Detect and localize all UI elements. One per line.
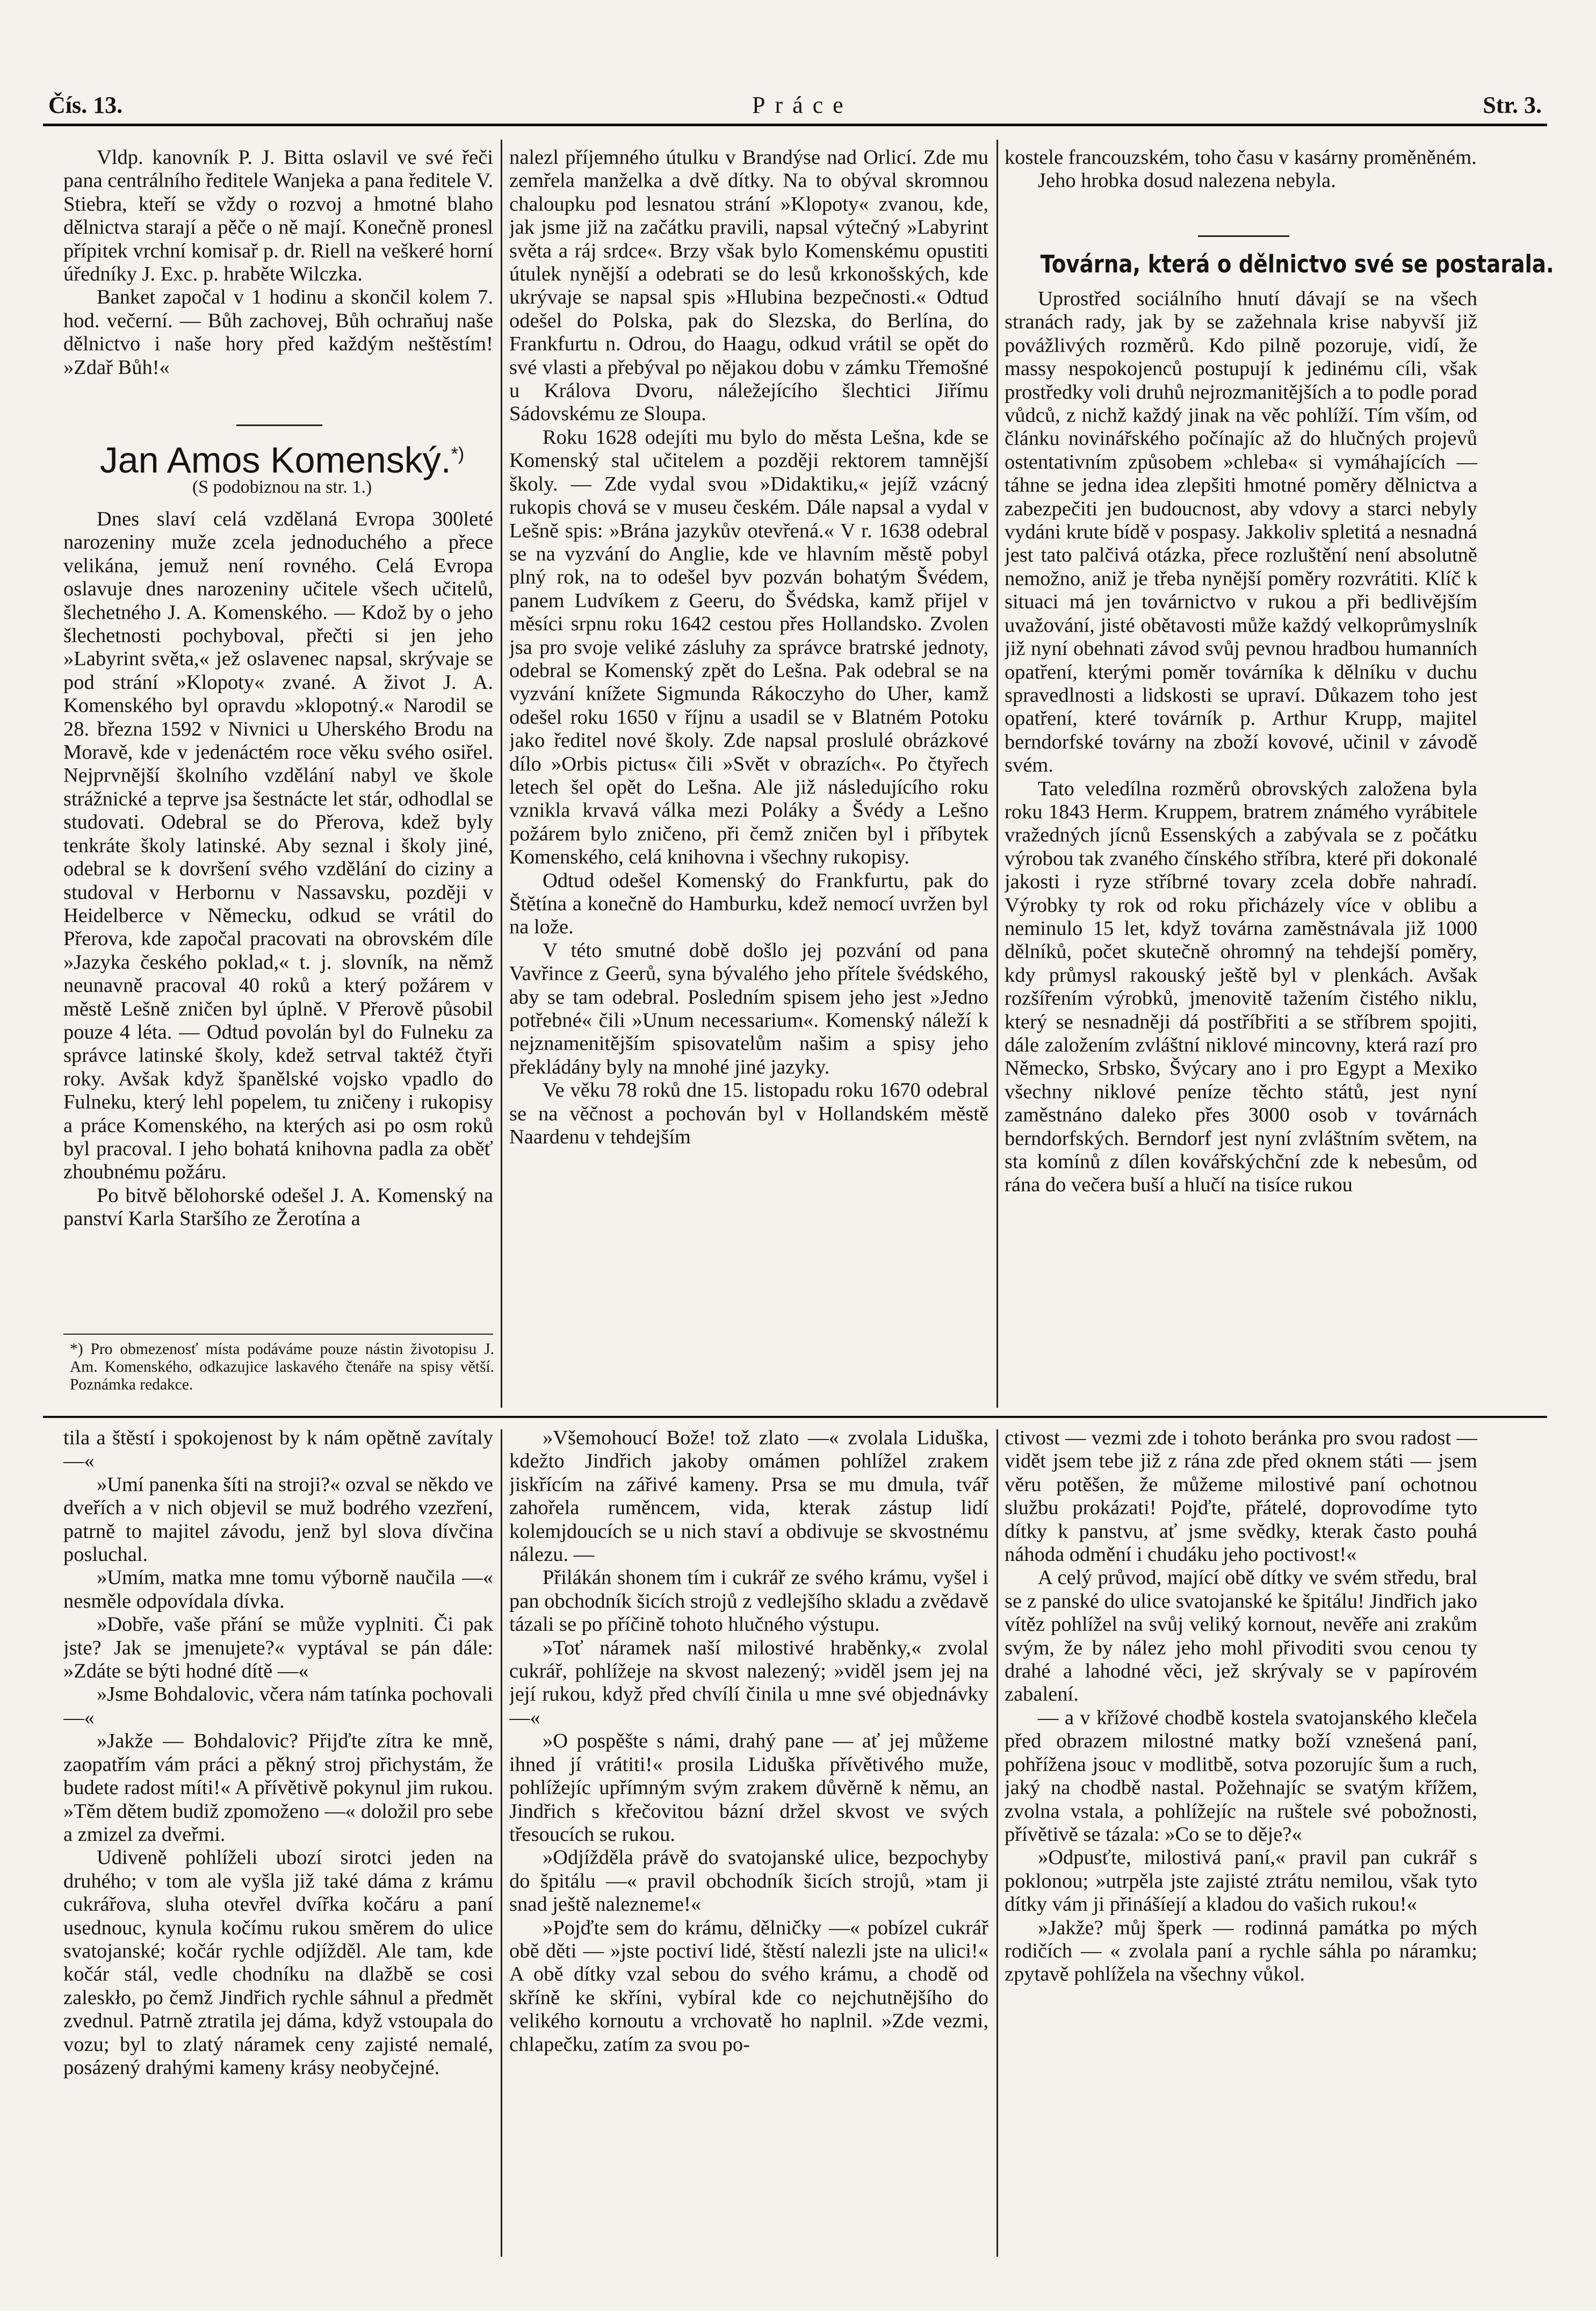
paragraph: Udiveně pohlíželi ubozí sirotci jeden na druhého; v tom ale vyšla již také dáma z krámu cukrářova, sluha otevřel dvířka kočáru a paní usednouc, kynula kočímu rukou směrem do ulice svatojanské; kočár rychle odjížděl. Ale tam, kde kočár stál, vedle chodníku na dlažbě se cosi zaleskło, po čemž Jindřich rychle sáhnul a předmět zvednul. Patrně ztratila jej dáma, když vstoupala do vozu; byl to zlatý náramek ceny zajisté nemalé, posázený drahými kameny krásy neobyčejné. (63, 1846, 493, 2079)
column-rule (501, 140, 502, 1408)
paragraph: Ve věku 78 roků dne 15. listopadu roku 1670 odebral se na věčnost a pochován byl v Hollandském městě Naardenu v tehdejším (509, 1079, 988, 1149)
paragraph: Banket započal v 1 hodinu a skončil kolem 7. hod. večerní. — Bůh zachovej, Bůh ochraňuj naše dělnictvo i naše hory před každým neštěstím! »Zdař Bůh!« (63, 286, 493, 379)
paragraph: kostele francouzském, toho času v kasárny proměněném. (1005, 146, 1477, 169)
article-title: Jan Amos Komenský.*) (99, 440, 465, 481)
paragraph: »Všemohoucí Bože! tož zlato —« zvolala Liduška, kdežto Jindřich jakoby omámen pohlížel zrakem jiskřícím na zářivé kameny. Prsa se mu dmula, tvář zahořela ruměncem, vida, kterak zástup lidí kolemjdoucích se u nich staví a obdivuje se skvostnému nálezu. — (509, 1427, 988, 1566)
column-rule (996, 140, 998, 1408)
footnote: *) Pro obmezenosť místa podáváme pouze nástin životopisu J. Am. Komenského, odkazujice laskavého čtenáře na spisy větší. Poznámka redakce. (70, 1341, 494, 1393)
footnote-divider (63, 1334, 493, 1335)
story-column-1 (63, 1427, 493, 2259)
paragraph: »Odpusťte, milostivá paní,« pravil pan cukrář s poklonou; »utrpěla jste zajisté ztrátu nemilou, však tyto dítky vám ji přinášíejí a kladou do vašich rukou!« (1005, 1846, 1477, 1916)
column-rule (996, 1429, 998, 2257)
paragraph: »Jsme Bohdalovic, včera nám tatínka pochovali —« (63, 1683, 493, 1729)
paragraph: »Dobře, vaše přání se může vyplniti. Či pak jste? Jak se jmenujete?« vyptával se pán dále: »Zdáte se býti hodné dítě —« (63, 1613, 493, 1683)
divider (1198, 235, 1289, 237)
article-subtitle: (S podobiznou na str. 1.) (192, 477, 372, 497)
story-column-3 (1005, 1427, 1477, 2259)
paragraph: Vldp. kanovník P. J. Bitta oslavil ve své řeči pana centrálního ředitele Wanjeka a pana ředitele V. Stiebra, kteří se vždy o rozvoj a hmotné blaho dělnictva starají a pěče o ně mají. Konečně pronesl přípitek vrchní komisař p. dr. Riell na veškeré horní úředníky J. Exc. p. hraběte Wilczka. (63, 146, 493, 286)
paragraph: — a v křížové chodbě kostela svatojanského klečela před obrazem milostné matky boží vznešená paní, pohřížena jsouc v modlitbě, sotva pozorujíc šum a ruch, jaký na chodbě nastal. Požehnajíc se svatým křížem, zvolna vstala, a pohlížejíc na ruštele své pobožnosti, přívětivě se tázala: »Co se to děje?« (1005, 1706, 1477, 1846)
issue-number: Čís. 13. (48, 92, 123, 118)
page-header (43, 81, 1547, 126)
paragraph: tila a štěstí i spokojenost by k nám opětně zavítaly —« (63, 1427, 493, 1473)
divider (236, 424, 322, 426)
paragraph: »Umím, matka mne tomu výborně naučila —« nesměle odpovídala dívka. (63, 1566, 493, 1612)
article-title: Továrna, která o dělnictvo své se postarala. (1040, 250, 1554, 278)
paragraph: »O pospěšte s námi, drahý pane — ať jej můžeme ihned jí vrátiti!« prosila Liduška přívětivého muže, pohlížejíc upřímným svým zrakem důvěrně k němu, an Jindřich s křečovitou bázní držel skvost ve svých třesoucích se rukou. (509, 1730, 988, 1846)
column-1-article (63, 508, 493, 1329)
paragraph: Dnes slaví celá vzdělaná Evropa 300leté narozeniny muže zcela jednoduchého a přece velikána, jemuž není rovného. Celá Evropa oslavuje dnes narozeniny učitele všech učitelů, šlechetného J. A. Komenského. — Kdož by o jeho šlechetnosti pochyboval, přečti si jen jeho »Labyrint světa,« jež oslavenec napsal, skrývaje se pod strání »Klopoty« zvané. A život J. A. Komenského byl opravdu »klopotný.« Narodil se 28. března 1592 v Nivnici u Uherského Brodu na Moravě, kde v jedenáctém roce věku svého osiřel. Nejprvnější školního vzdělání nabyl ve škole strážnické a teprve jsa šestnácte let stár, odhodlal se studovati. Odebral se do Přerova, kdež byly tenkráte školy latinské. Aby seznal i školy jiné, odebral se k dovršení svého vzdělání do ciziny a studoval v Herbornu v Nassavsku, později v Heidelberce v Německu, odkud se vrátil do Přerova, kde započal pracovati na obrovském díle »Jazyka českého poklad,« t. j. slovník, na němž neunavně pracoval 40 roků a který požárem v městě Lešně zničen byl úplně. V Přerově působil pouze 4 léta. — Odtud povolán byl do Fulneku za správce latinské školy, kdež setrval taktéž čtyři roky. Avšak když španělské vojsko vpadlo do Fulneku, který lehl popelem, tu zničeny i rukopisy a práce Komenského, na kterých asi po osm roků byl pracoval. I jeho bohatá knihovna padla za oběť zhoubnému požáru. (63, 508, 493, 1184)
paragraph: »Odjížděla právě do svatojanské ulice, bezpochyby do špitálu —« pravil obchodník šicích strojů, »tam ji snad ještě nalezneme!« (509, 1846, 988, 1916)
column-1-top (63, 146, 493, 420)
paragraph: »Toť náramek naší milostivé hraběnky,« zvolal cukrář, pohlížeje na skvost nalezený; »viděl jsem jej na její rukou, když před chvílí činila u mne své objednávky —« (509, 1636, 988, 1729)
column-2-top (509, 146, 988, 1409)
column-rule (501, 1429, 502, 2257)
paragraph: »Jakže — Bohdalovic? Přijďte zítra ke mně, zaopatřím vám práci a pěkný stroj přichystám, že budete radost míti!« A přívětivě pokynul jim rukou. »Těm dětem budiž zpomoženo —« doložil pro sebe a zmizel za dveřmi. (63, 1730, 493, 1846)
column-3-article (1005, 287, 1477, 1410)
column-3-top (1005, 146, 1477, 227)
paragraph: »Umí panenka šíti na stroji?« ozval se někdo ve dveřích a v nich objevil se muž bodrého vzezření, patrně to majitel závodu, jenž byl slova dívčina posluchal. (63, 1473, 493, 1566)
paragraph: A celý průvod, mající obě dítky ve svém středu, bral se z panské do ulice svatojanské ke špitálu! Jindřich jako vítěz pohlížel na svůj veliký kornout, nevěře ani zrakům svým, že by nález jeho mohl přivoditi svou cenou ty drahé a lahodné věci, jež skrývaly se v papírovém zabalení. (1005, 1566, 1477, 1706)
paragraph: V této smutné době došlo jej pozvání od pana Vavřince z Geerů, syna bývalého jeho přítele švédského, aby se tam odebral. Posledním spisem jeho jest »Jedno potřebné« čili »Unum necessarium«. Komenský náleží k nejznamenitějším spisovatelům našim a spisy jeho překládány byly na mnohé jiné jazyky. (509, 939, 988, 1078)
paragraph: Odtud odešel Komenský do Frankfurtu, pak do Štětína a konečně do Hamburku, kdež nemocí uvržen byl na lože. (509, 869, 988, 939)
paragraph: ctivost — vezmi zde i tohoto beránka pro svou radost — vidět jsem tebe již z rána zde před oknem státi — jsem věru potěšen, že můžeme milostivé paní ochotnou službu prokázati! Pojďte, přátelé, doprovodíme tyto dítky k panstvu, ať jsme svědky, kterak často pouhá náhoda odmění i chudáku jeho poctivost!« (1005, 1427, 1477, 1566)
paragraph: Uprostřed sociálního hnutí dávají se na všech stranách rady, jak by se zažehnala krise nabyvší již povážlivých rozměrů. Kdo pilně pozoruje, vidí, že massy nespokojenců postupují k jedinému cíli, však prostředky voli druhů nejrozmanitějších a to podle porad vůdců, z nichž každý jinak na věc pohlíží. Tím vším, od článku novinářského počínajíc až do hlučných projevů ostentativním způsobem »chleba« si vymáhajících — táhne se jedna idea zlepšiti hmotné poměry dělnictva a zabezpečiti jen budoucnost, aby vdovy a starci nebyly vydáni krute bídě v pospasy. Jakkoliv spletitá a nesnadná jest tato palčivá otázka, přece rozluštění není absolutně nemožno, aniž je třeba nynější poměry rozvrátiti. Klíč k situaci má jen továrnictvo v rukou a při bedlivějším uvažování, jisté obětavosti může každý velkoprůmyslník již nyní obehnati závod svůj pevnou hradbou humanních opatření, kterými poměr továrníka k dělníku v duchu spravedlnosti a lidskosti se upraví. Důkazem toho jest opatření, které továrník p. Arthur Krupp, majitel berndorfské továrny na zboží kovové, učinil v závodě svém. (1005, 287, 1477, 777)
paragraph: Tato veledílna rozměrů obrovských založena byla roku 1843 Herm. Kruppem, bratrem známého vyrábitele vražedných jícnů Essenských a zabývala se z počátku výrobou tak zvaného čínského stříbra, které při dokonalé jakosti i ryze stříbrné tovary zcela dobře nahradí. Výrobky ty rok od roku přicházely více v oblibu a neminulo 15 let, když továrna zaměstnávala již 1000 dělníků, počet skutečně ohromný na tehdejší poměry, kdy průmysl rakouský ještě byl v plenkách. Avšak rozšířením výrobků, jmenovitě tažením čistého niklu, který se nesnadněji dá postříbřiti a se stříbrem spojiti, dále založením zvláštní niklové mincovny, která razí pro Německo, Srbsko, Švýcary ano i pro Egypt a Mexiko všechny niklové peníze těchto států, jest nyní zaměstnáno daleko přes 3000 osob v továrnách berndorfských. Berndorf jest nyní zvláštním světem, na sta komínů z dílen kovářskýchční zde k nebesům, od rána do večera buší a hlučí na tisíce rukou (1005, 777, 1477, 1197)
section-divider (43, 1416, 1547, 1418)
paragraph: »Jakže? můj šperk — rodinná památka po mých rodičích — « zvolala paní a rychle sáhla po náramku; zpytavě pohlížela na všechny vůkol. (1005, 1916, 1477, 1986)
story-column-2 (509, 1427, 988, 2259)
paragraph: Jeho hrobka dosud nalezena nebyla. (1038, 169, 1336, 192)
paragraph: Roku 1628 odejíti mu bylo do města Lešna, kde se Komenský stal učitelem a později rektorem tamnější školy. — Zde vydal svou »Didaktiku,« jejíž vzácný rukopis chová se v museu českém. Dále napsal a vydal v Lešně spis: »Brána jazykův otevřená.« V r. 1638 odebral se na vyzvání do Anglie, kde ve hlavním městě pobyl plný rok, na to odešel byv pozván bohatým Švédem, panem Ludvíkem z Geeru, do Švédska, kamž přijel v měsíci srpnu roku 1642 cestou přes Hollandsko. Zvolen jsa pro svoje veliké zásluhy za správce bratrské jednoty, odebral se Komenský zpět do Lešna. Pak odebral se na vyzvání knížete Sigmunda Rákoczyho do Uher, kamž odešel roku 1650 v říjnu a usadil se v Blatném Potoku jako ředitel nové školy. Zde napsal proslulé obrázkové dílo »Orbis pictus« čili »Svět v obrazích«. Po čtyřech letech šel opět do Lešna. Ale již následujícího roku vznikla krvavá válka mezi Poláky a Švédy a Lešno požárem bylo zničeno, při čemž zničen byl i příbytek Komenského, celá knihovna i všechny rukopisy. (509, 426, 988, 869)
newspaper-title: Práce (752, 92, 853, 118)
paragraph: Po bitvě bělohorské odešel J. A. Komenský na panství Karla Staršího ze Žerotína a (63, 1184, 493, 1230)
paragraph: nalezl příjemného útulku v Brandýse nad Orlicí. Zde mu zemřela manželka a dvě dítky. Na to obýval skromnou chaloupku pod lesnatou strání »Klopoty« zvanou, kde, jak jsme již na začátku pravili, napsal výtečný »Labyrint světa a ráj srdce«. Brzy však bylo Komenskému opustiti útulek nynější a odebrati se do lesů krkonošských, kde ukrývaje se napsal spis »Hlubina bezpečnosti.« Odtud odešel do Polska, pak do Slezska, do Berlína, do Frankfurtu n. Odrou, do Haagu, odkud vrátil se opět do své vlasti a přebýval po nějakou dobu v zámku Třemošné u Králova Dvoru, náležejícího šlechtici Jiřímu Sádovskému ze Sloupa. (509, 146, 988, 426)
paragraph: Přilákán shonem tím i cukrář ze svého krámu, vyšel i pan obchodník šicích strojů z vedlejšího skladu a zvědavě tázali se po příčině tohoto hlučného výstupu. (509, 1566, 988, 1636)
paragraph: »Pojďte sem do krámu, dělničky —« pobízel cukrář obě děti — »jste poctiví lidé, štěstí nalezli jste na ulici!« A obě dítky vzal sebou do svého krámu, a chodě od skříně ke skříni, vybíral kde co nejchutnějšího do velikého kornoutu a vrchovatě ho naplnil. »Zde vezmi, chlapečku, zatím za svou po- (509, 1916, 988, 2056)
page-number: Str. 3. (1483, 92, 1542, 118)
